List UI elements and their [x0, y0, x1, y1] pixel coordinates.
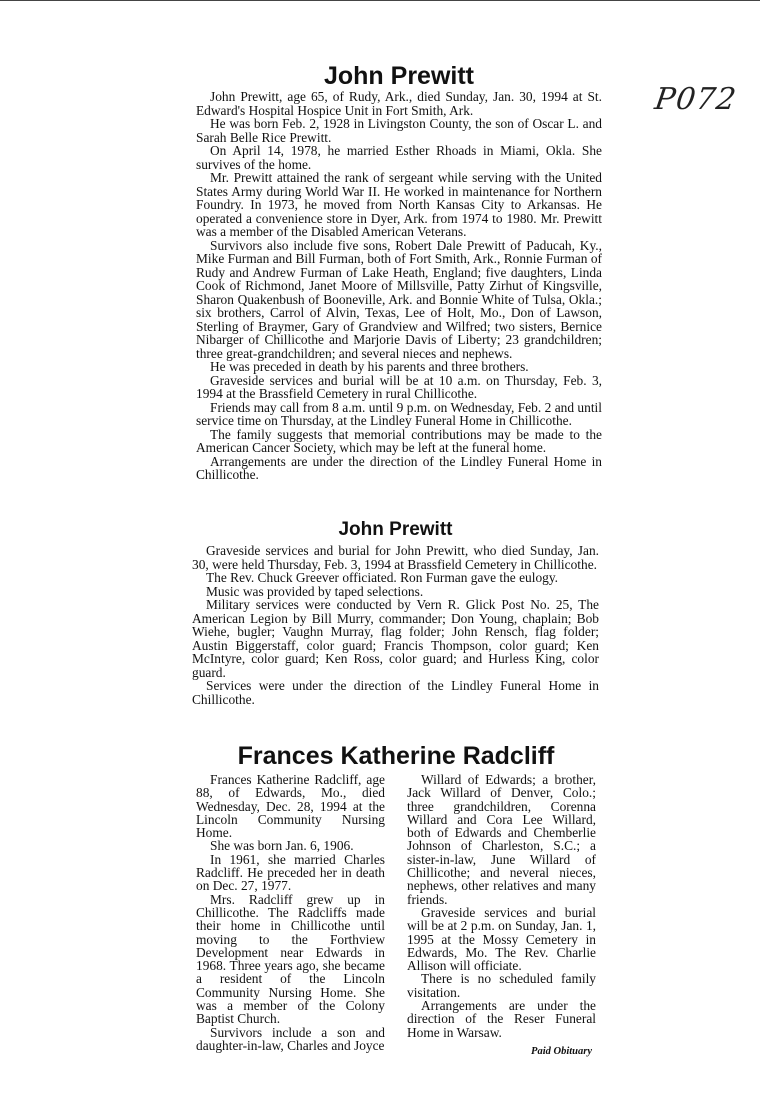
paragraph: He was preceded in death by his parents and three brothers. — [210, 359, 529, 374]
obituary-title: John Prewitt — [323, 62, 474, 90]
paragraph: Graveside services and burial for John Prewitt, who died Sunday, Jan. 30, were held Thursday, Feb. 3, 1994 at Brassfield Cemetery in Chillicothe. — [192, 543, 599, 572]
obituary-title: John Prewitt — [338, 519, 453, 540]
paragraph: Music was provided by taped selections. — [206, 583, 424, 599]
paragraph: The Rev. Chuck Greever officiated. Ron Furman gave the eulogy. — [206, 570, 559, 585]
paragraph: There is no scheduled family visitation. — [407, 971, 596, 1000]
paragraph: Graveside services and burial will be at 2 p.m. on Sunday, Jan. 1, 1995 at the Mossy Cemetery in Edwards, Mo. The Rev. Charlie Allison will officiate. — [407, 904, 596, 974]
paragraph: The family suggests that memorial contributions may be made to the American Cancer Society, which may be left at the funeral home. — [196, 426, 602, 455]
paragraph: She was born Jan. 6, 1906. — [210, 838, 354, 854]
paragraph: Arrangements are under the direction of the Lindley Funeral Home in Chillicothe. — [196, 453, 602, 482]
left-column — [196, 773, 385, 1058]
paragraph: Willard of Edwards; a brother, Jack Willard of Denver, Colo.; three grandchildren, Corenna Willard and Cora Lee Willard, both of Edwards and Chemberlie Johnson of Charleston, S.C.; a sister-in-law, June Willard of Chillicothe; and neveral nieces, nephews, other relatives and many friends. — [407, 772, 596, 907]
paragraph: Frances Katherine Radcliff, age 88, of Edwards, Mo., died Wednesday, Dec. 28, 1994 at the Lincoln Community Nursing Home. — [196, 772, 385, 841]
obituary-columns — [196, 773, 596, 1058]
paragraph: On April 14, 1978, he married Esther Rhoads in Miami, Okla. She survives of the home. — [196, 143, 602, 172]
paid-obituary-label: Paid Obituary — [531, 1045, 592, 1057]
paragraph: Survivors also include five sons, Robert Dale Prewitt of Paducah, Ky., Mike Furman and Bill Furman, both of Fort Smith, Ark., Ronnie Furman of Rudy and Andrew Furman of Lake Heath, England; five daughters, Linda Cook of Richmond, Janet Moore of Millsville, Patty Zirhut of Kingsville, Sharon Quakenbush of Booneville, Ark. and Bonnie White of Tulsa, Okla.; six brothers, Carrol of Alvin, Texas, Lee of Holt, Mo., Don of Lawson, Sterling of Braymer, Gary of Grandview and Wilfred; two sisters, Bernice Nibarger of Chillicothe and Marjorie Davis of Liberty; 23 grandchildren; three great-grandchildren; and several nieces and nephews. — [196, 237, 602, 361]
paragraph: Mr. Prewitt attained the rank of sergeant while serving with the United States Army during World War II. He worked in maintenance for Northern Foundry. In 1973, he moved from North Kansas City to Arkansas. He operated a convenience store in Dyer, Ark. from 1974 to 1980. Mr. Prewitt was a member of the Disabled American Veterans. — [196, 170, 602, 239]
paragraph: Survivors include a son and daughter-in-law, Charles and Joyce — [196, 1024, 385, 1053]
obituary-john-prewitt-services — [192, 518, 599, 706]
paragraph: Mrs. Radcliff grew up in Chillicothe. The Radcliffs made their home in Chillicothe until moving to the Forthview Development near Edwards in 1968. Three years ago, she became a resident of the Lincoln Community Nursing Home. She was a member of the Colony Baptist Church. — [196, 891, 385, 1027]
right-column-body — [407, 773, 596, 1039]
obituary-body — [196, 90, 602, 482]
paragraph: Services were under the direction of the Lindley Funeral Home in Chillicothe. — [192, 678, 599, 707]
paragraph: Friends may call from 8 a.m. until 9 p.m. on Wednesday, Feb. 2 and until service time on Thursday, at the Lindley Funeral Home in Chillicothe. — [196, 399, 602, 428]
paragraph: Arrangements are under the direction of the Reser Funeral Home in Warsaw. — [407, 998, 596, 1040]
paragraph: He was born Feb. 2, 1928 in Livingston County, the son of Oscar L. and Sarah Belle Rice Prewitt. — [196, 116, 602, 145]
paragraph: Graveside services and burial will be at 10 a.m. on Thursday, Feb. 3, 1994 at the Brassfield Cemetery in rural Chillicothe. — [196, 372, 602, 401]
paragraph: In 1961, she married Charles Radcliff. He preceded her in death on Dec. 27, 1977. — [196, 851, 385, 894]
obituary-title: Frances Katherine Radcliff — [237, 742, 555, 770]
page-top-border — [0, 0, 760, 1]
obituary-john-prewitt — [196, 62, 602, 482]
handwritten-note: P072 — [652, 82, 739, 117]
paragraph: Military services were conducted by Vern R. Glick Post No. 25, The American Legion by Bill Murry, commander; Don Young, chaplain; Bob Wiehe, bugler; Vaughn Murray, flag folder; John Rensch, flag folder; Austin Biggerstaff, color guard; Francis Thompson, color guard; Ken McIntyre, color guard; Ken Ross, color guard; and Hurless King, color guard. — [192, 597, 599, 680]
paragraph: John Prewitt, age 65, of Rudy, Ark., died Sunday, Jan. 30, 1994 at St. Edward's Hospital Hospice Unit in Fort Smith, Ark. — [196, 89, 602, 118]
obituary-body — [192, 544, 599, 706]
right-column — [407, 773, 596, 1058]
obituary-frances-radcliff — [196, 742, 596, 1058]
